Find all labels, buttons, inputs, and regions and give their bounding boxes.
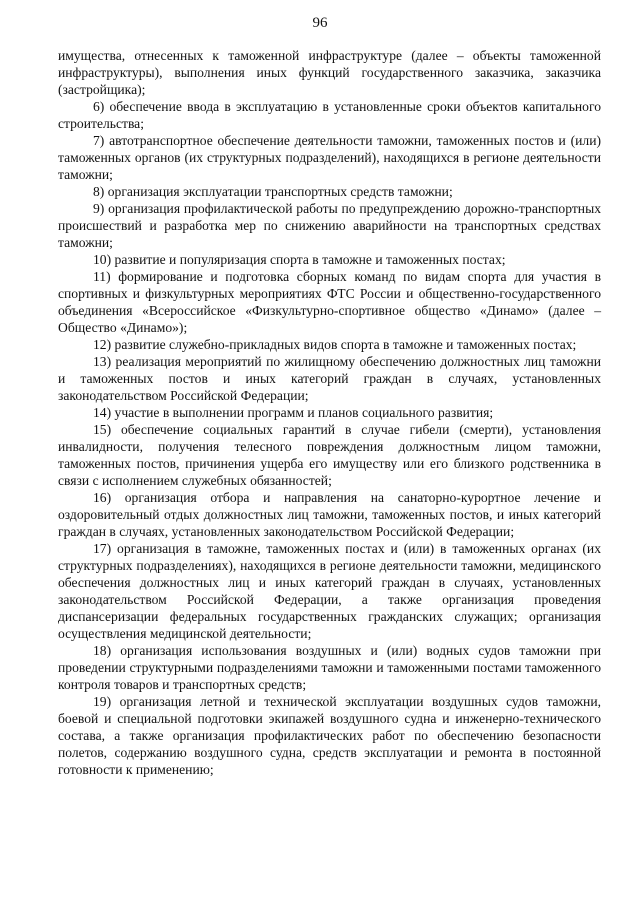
page-number: 96 (312, 15, 328, 31)
paragraph-item-17: 17) организация в таможне, таможенных постах и (или) в таможенных органах (их структурных подразделениях), находящихся в регионе деятельности таможни, медицинского обеспечения должностных лиц и иных категорий граждан в случаях, установленных законодательством Российской Федерации, а также организация проведения диспансеризации федеральных государственных гражданских служащих; организация осуществления медицинской деятельности; (58, 541, 601, 641)
paragraph-continuation: имущества, отнесенных к таможенной инфраструктуре (далее – объекты таможенной инфраструктуры), выполнения иных функций государственного заказчика, заказчика (застройщика); (58, 48, 601, 97)
paragraph-item-19: 19) организация летной и технической эксплуатации воздушных судов таможни, боевой и специальной подготовки экипажей воздушного судна и инженерно-технического состава, а также организация профилактических работ по обеспечению безопасности полетов, содержанию воздушного судна, средств эксплуатации и ремонта в постоянной готовности к применению; (58, 694, 601, 777)
paragraph-item-15: 15) обеспечение социальных гарантий в случае гибели (смерти), установления инвалидности, получения телесного повреждения должностным лицом таможни, таможенных постов, причинения ущерба его имуществу или его близкого родственника в связи с исполнением служебных обязанностей; (58, 422, 601, 488)
paragraph-item-13: 13) реализация мероприятий по жилищному обеспечению должностных лиц таможни и таможенных постов и иных категорий граждан в случаях, установленных законодательством Российской Федерации; (58, 354, 601, 403)
paragraph-item-12: 12) развитие служебно-прикладных видов спорта в таможне и таможенных постах; (93, 337, 577, 352)
paragraph-item-16: 16) организация отбора и направления на санаторно-курортное лечение и оздоровительный отдых должностных лиц таможни, таможенных постов, и иных категорий граждан в случаях, установленных законодательством Российской Федерации; (58, 490, 601, 539)
paragraph-item-11: 11) формирование и подготовка сборных команд по видам спорта для участия в спортивных и физкультурных мероприятиях ФТС России и общественно-государственного объединения «Всероссийское «Физкультурно-спортивное общество «Динамо» (далее – Общество «Динамо»); (58, 269, 601, 335)
paragraph-item-10: 10) развитие и популяризация спорта в таможне и таможенных постах; (93, 252, 506, 267)
paragraph-item-18: 18) организация использования воздушных и (или) водных судов таможни при проведении структурными подразделениями таможни и таможенными постами таможенного контроля товаров и транспортных средств; (58, 643, 601, 692)
paragraph-item-6: 6) обеспечение ввода в эксплуатацию в установленные сроки объектов капитального строительства; (58, 99, 601, 131)
document-body (58, 47, 601, 778)
paragraph-item-7: 7) автотранспортное обеспечение деятельности таможни, таможенных постов и (или) таможенных органов (их структурных подразделений), находящихся в регионе деятельности таможни; (58, 133, 601, 182)
paragraph-item-9: 9) организация профилактической работы по предупреждению дорожно-транспортных происшествий и разработка мер по снижению аварийности на транспортных средствах таможни; (58, 201, 601, 250)
paragraph-item-8: 8) организация эксплуатации транспортных средств таможни; (93, 184, 453, 199)
paragraph-item-14: 14) участие в выполнении программ и планов социального развития; (93, 405, 494, 420)
